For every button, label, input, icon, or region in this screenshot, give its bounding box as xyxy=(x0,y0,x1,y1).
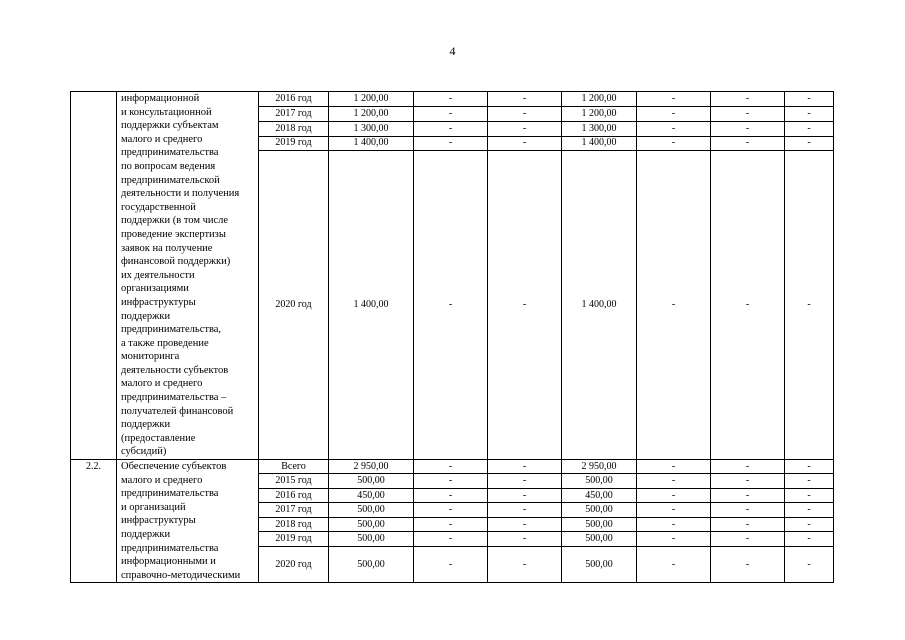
value-cell-c3: - xyxy=(488,488,562,502)
description-line: поддержки (в том числе xyxy=(121,215,229,227)
description-line: проведение экспертизы xyxy=(121,228,226,240)
description-line: поддержки xyxy=(121,419,171,431)
year-cell: 2015 год xyxy=(259,474,329,488)
page-number: 4 xyxy=(449,44,456,58)
item-number xyxy=(71,92,117,460)
value-cell-c5: - xyxy=(637,474,711,488)
value-cell-c3: - xyxy=(488,121,562,136)
value-cell-c6: - xyxy=(711,136,785,151)
description-line: получателей финансовой xyxy=(121,405,234,417)
description-line: малого и среднего xyxy=(121,474,203,486)
value-cell-c5: - xyxy=(637,517,711,531)
value-cell-c2: - xyxy=(414,474,488,488)
year-cell: 2018 год xyxy=(259,517,329,531)
value-cell-c2: - xyxy=(414,517,488,531)
value-cell-c7: - xyxy=(785,474,834,488)
description-line: инфраструктуры xyxy=(121,515,196,527)
value-cell-c7: - xyxy=(785,136,834,151)
value-cell-c7: - xyxy=(785,151,834,460)
value-cell-c6: - xyxy=(711,92,785,107)
value-cell-c3: - xyxy=(488,503,562,517)
value-cell-c7: - xyxy=(785,503,834,517)
value-cell-c7: - xyxy=(785,121,834,136)
value-cell-c5: - xyxy=(637,121,711,136)
description-line: деятельности субъектов xyxy=(121,364,229,376)
table-row xyxy=(71,92,834,107)
description-line: (предоставление xyxy=(121,432,196,444)
description-line: поддержки субъектам xyxy=(121,120,219,132)
value-cell-c4: 1 200,00 xyxy=(562,92,637,107)
value-cell-c3: - xyxy=(488,106,562,121)
value-cell-c4: 500,00 xyxy=(562,546,637,583)
funding-table-body xyxy=(71,92,834,583)
value-cell-c3: - xyxy=(488,151,562,460)
value-cell-c6: - xyxy=(711,532,785,546)
year-cell: 2018 год xyxy=(259,121,329,136)
value-cell-c1: 1 200,00 xyxy=(329,106,414,121)
value-cell-c5: - xyxy=(637,488,711,502)
description-line: малого и среднего xyxy=(121,378,203,390)
year-cell: Всего xyxy=(259,460,329,474)
value-cell-c1: 500,00 xyxy=(329,474,414,488)
value-cell-c2: - xyxy=(414,92,488,107)
value-cell-c2: - xyxy=(414,460,488,474)
value-cell-c3: - xyxy=(488,474,562,488)
value-cell-c6: - xyxy=(711,517,785,531)
description-line: поддержки xyxy=(121,310,171,322)
description-line: предпринимательской xyxy=(121,174,220,186)
value-cell-c1: 2 950,00 xyxy=(329,460,414,474)
value-cell-c2: - xyxy=(414,488,488,502)
value-cell-c6: - xyxy=(711,474,785,488)
item-number: 2.2. xyxy=(71,460,117,583)
value-cell-c7: - xyxy=(785,92,834,107)
description-line: мониторинга xyxy=(121,351,180,363)
value-cell-c6: - xyxy=(711,460,785,474)
value-cell-c7: - xyxy=(785,532,834,546)
value-cell-c4: 1 400,00 xyxy=(562,136,637,151)
value-cell-c4: 500,00 xyxy=(562,503,637,517)
description-line: малого и среднего xyxy=(121,133,203,145)
funding-table xyxy=(70,91,834,583)
year-cell: 2019 год xyxy=(259,136,329,151)
value-cell-c6: - xyxy=(711,121,785,136)
year-cell: 2017 год xyxy=(259,106,329,121)
description-line: государственной xyxy=(121,201,196,213)
value-cell-c2: - xyxy=(414,106,488,121)
value-cell-c5: - xyxy=(637,546,711,583)
value-cell-c1: 1 400,00 xyxy=(329,151,414,460)
value-cell-c4: 1 200,00 xyxy=(562,106,637,121)
value-cell-c7: - xyxy=(785,517,834,531)
table-row xyxy=(71,460,834,474)
description-line: Обеспечение субъектов xyxy=(121,461,227,473)
value-cell-c6: - xyxy=(711,546,785,583)
value-cell-c5: - xyxy=(637,136,711,151)
value-cell-c3: - xyxy=(488,517,562,531)
value-cell-c1: 450,00 xyxy=(329,488,414,502)
value-cell-c6: - xyxy=(711,106,785,121)
value-cell-c1: 500,00 xyxy=(329,517,414,531)
value-cell-c2: - xyxy=(414,532,488,546)
value-cell-c5: - xyxy=(637,151,711,460)
value-cell-c7: - xyxy=(785,488,834,502)
value-cell-c3: - xyxy=(488,136,562,151)
item-description xyxy=(117,92,259,460)
value-cell-c4: 2 950,00 xyxy=(562,460,637,474)
description-line: предпринимательства xyxy=(121,542,219,554)
description-line: деятельности и получения xyxy=(121,188,240,200)
value-cell-c4: 1 400,00 xyxy=(562,151,637,460)
value-cell-c1: 1 200,00 xyxy=(329,92,414,107)
value-cell-c5: - xyxy=(637,532,711,546)
description-line: предпринимательства – xyxy=(121,392,227,404)
description-line: предпринимательства xyxy=(121,488,219,500)
description-line: поддержки xyxy=(121,529,171,540)
value-cell-c2: - xyxy=(414,151,488,460)
description-line: финансовой поддержки) xyxy=(121,256,231,268)
value-cell-c7: - xyxy=(785,546,834,583)
value-cell-c3: - xyxy=(488,460,562,474)
description-line: инфраструктуры xyxy=(121,296,196,308)
year-cell: 2016 год xyxy=(259,92,329,107)
description-line: организациями xyxy=(121,283,189,295)
value-cell-c5: - xyxy=(637,92,711,107)
description-line: по вопросам ведения xyxy=(121,160,216,172)
description-line: информационной xyxy=(121,93,200,104)
value-cell-c3: - xyxy=(488,92,562,107)
value-cell-c1: 500,00 xyxy=(329,532,414,546)
description-line: предпринимательства, xyxy=(121,324,222,336)
year-cell: 2017 год xyxy=(259,503,329,517)
value-cell-c5: - xyxy=(637,106,711,121)
value-cell-c1: 1 300,00 xyxy=(329,121,414,136)
value-cell-c2: - xyxy=(414,503,488,517)
value-cell-c1: 500,00 xyxy=(329,503,414,517)
value-cell-c4: 500,00 xyxy=(562,532,637,546)
description-line: а также проведение xyxy=(121,337,209,349)
value-cell-c2: - xyxy=(414,136,488,151)
year-cell: 2020 год xyxy=(259,546,329,583)
value-cell-c1: 500,00 xyxy=(329,546,414,583)
description-line: предпринимательства xyxy=(121,147,219,159)
value-cell-c4: 1 300,00 xyxy=(562,121,637,136)
year-cell: 2019 год xyxy=(259,532,329,546)
value-cell-c1: 1 400,00 xyxy=(329,136,414,151)
description-line: информационными и xyxy=(121,556,216,568)
description-line: их деятельности xyxy=(121,269,195,281)
value-cell-c2: - xyxy=(414,121,488,136)
year-cell: 2016 год xyxy=(259,488,329,502)
value-cell-c6: - xyxy=(711,151,785,460)
value-cell-c3: - xyxy=(488,532,562,546)
value-cell-c4: 500,00 xyxy=(562,474,637,488)
value-cell-c7: - xyxy=(785,460,834,474)
description-line: справочно-методическими xyxy=(121,569,241,581)
value-cell-c4: 500,00 xyxy=(562,517,637,531)
year-cell: 2020 год xyxy=(259,151,329,460)
value-cell-c7: - xyxy=(785,106,834,121)
description-line: и консультационной xyxy=(121,106,212,118)
item-description xyxy=(117,460,259,583)
value-cell-c5: - xyxy=(637,460,711,474)
value-cell-c6: - xyxy=(711,503,785,517)
description-line: заявок на получение xyxy=(121,242,213,254)
value-cell-c6: - xyxy=(711,488,785,502)
value-cell-c5: - xyxy=(637,503,711,517)
value-cell-c2: - xyxy=(414,546,488,583)
value-cell-c4: 450,00 xyxy=(562,488,637,502)
description-line: субсидий) xyxy=(121,446,167,458)
description-line: и организаций xyxy=(121,501,186,513)
value-cell-c3: - xyxy=(488,546,562,583)
